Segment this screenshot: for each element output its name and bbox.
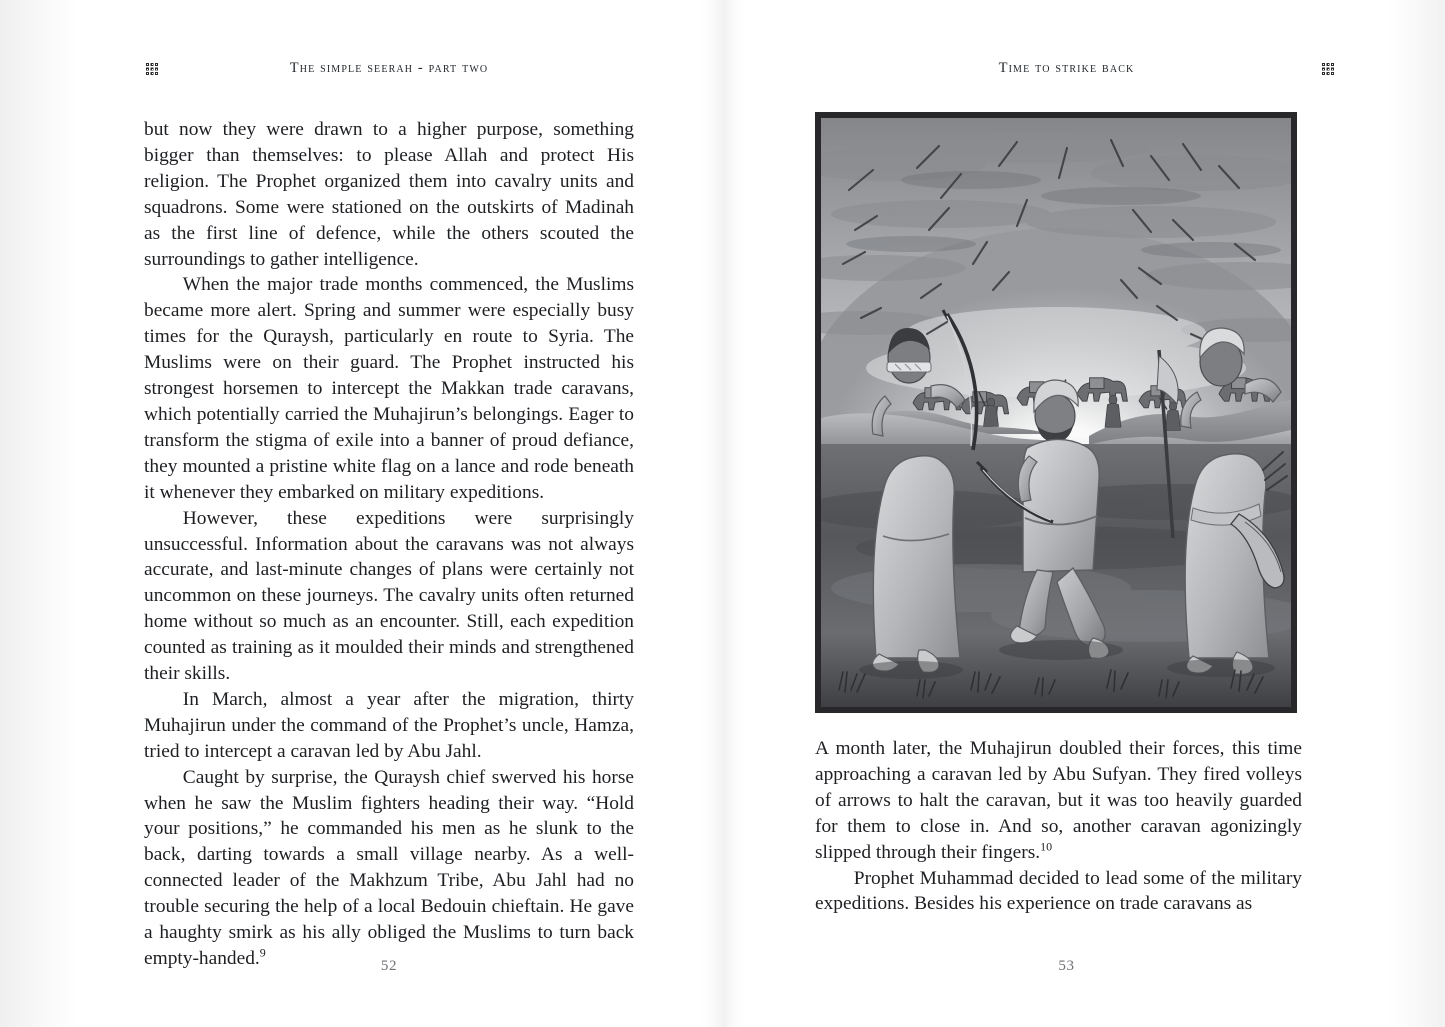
paragraph: Prophet Muhammad decided to lead some of the military expeditions. Besides his experience on trade caravans as xyxy=(815,867,1302,915)
right-page xyxy=(746,0,1387,1027)
left-page xyxy=(78,0,700,1027)
running-head-left xyxy=(78,60,700,84)
running-head-right xyxy=(746,60,1387,84)
running-head-chapter: Time to strike back xyxy=(998,60,1135,76)
paragraph-text: Caught by surprise, the Quraysh chief swerved his horse when he saw the Muslim fighters heading their way. “Hold your positions,” he commanded his men as he slunk to the back, darting towards a small village nearby. As a well-connected leader of the Makhzum Tribe, Abu Jahl had no trouble securing the help of a local Bedouin chieftain. He gave a haughty smirk as his ally obliged the Muslims to turn back empty-handed. xyxy=(144,766,634,969)
illustration-scene xyxy=(821,118,1291,707)
page-edge-shadow-left xyxy=(0,0,78,1027)
left-page-body-text xyxy=(144,117,634,972)
knot-ornament-icon xyxy=(1320,61,1337,78)
book-gutter-shadow xyxy=(700,0,746,1027)
paragraph-with-footnote xyxy=(815,736,1302,866)
page-number-left: 52 xyxy=(380,958,398,974)
right-page-body-text xyxy=(815,736,1302,917)
paragraph: In March, almost a year after the migration, thirty Muhajirun under the command of the Prophet’s uncle, Hamza, tried to intercept a caravan led by Abu Jahl. xyxy=(144,688,634,762)
desert-battle-illustration xyxy=(815,112,1297,713)
running-head-title: The simple seerah - part two xyxy=(289,60,489,76)
paragraph-text: A month later, the Muhajirun doubled their forces, this time approaching a caravan led by Abu Sufyan. They fired volleys of arrows to halt the caravan, but it was too heavily guarded for them to close in. And so, another caravan agonizingly slipped through their fingers. xyxy=(815,738,1302,863)
page-number-right: 53 xyxy=(1058,958,1075,974)
paragraph: When the major trade months commenced, the Muslims became more alert. Spring and summer were especially busy times for the Quraysh, particularly en route to Syria. The Muslims were on their guard. The Prophet instructed his strongest horsemen to intercept the Makkan trade caravans, which potentially carried the Muhajirun’s belongings. Eager to transform the stigma of exile into a banner of proud defiance, they mounted a pristine white flag on a lance and rode beneath it whenever they embarked on military expeditions. xyxy=(144,274,634,503)
paragraph: However, these expeditions were surprisingly unsuccessful. Information about the caravans was not always accurate, and last-minute changes of plans were certainly not uncommon on these journeys. The cavalry units often returned home without so much as an encounter. Still, each expedition counted as training as it moulded their minds and strengthened their skills. xyxy=(144,507,634,685)
paragraph: but now they were drawn to a higher purpose, something bigger than themselves: to please Allah and protect His religion. The Prophet organized them into cavalry units and squadrons. Some were stationed on the outskirts of Madinah as the first line of defence, while the others scouted the surroundings to gather intelligence. xyxy=(144,119,634,270)
footnote-marker: 9 xyxy=(259,945,266,960)
footnote-marker: 10 xyxy=(1040,839,1053,854)
page-edge-shadow-right xyxy=(1387,0,1445,1027)
paragraph-with-footnote xyxy=(144,765,634,972)
